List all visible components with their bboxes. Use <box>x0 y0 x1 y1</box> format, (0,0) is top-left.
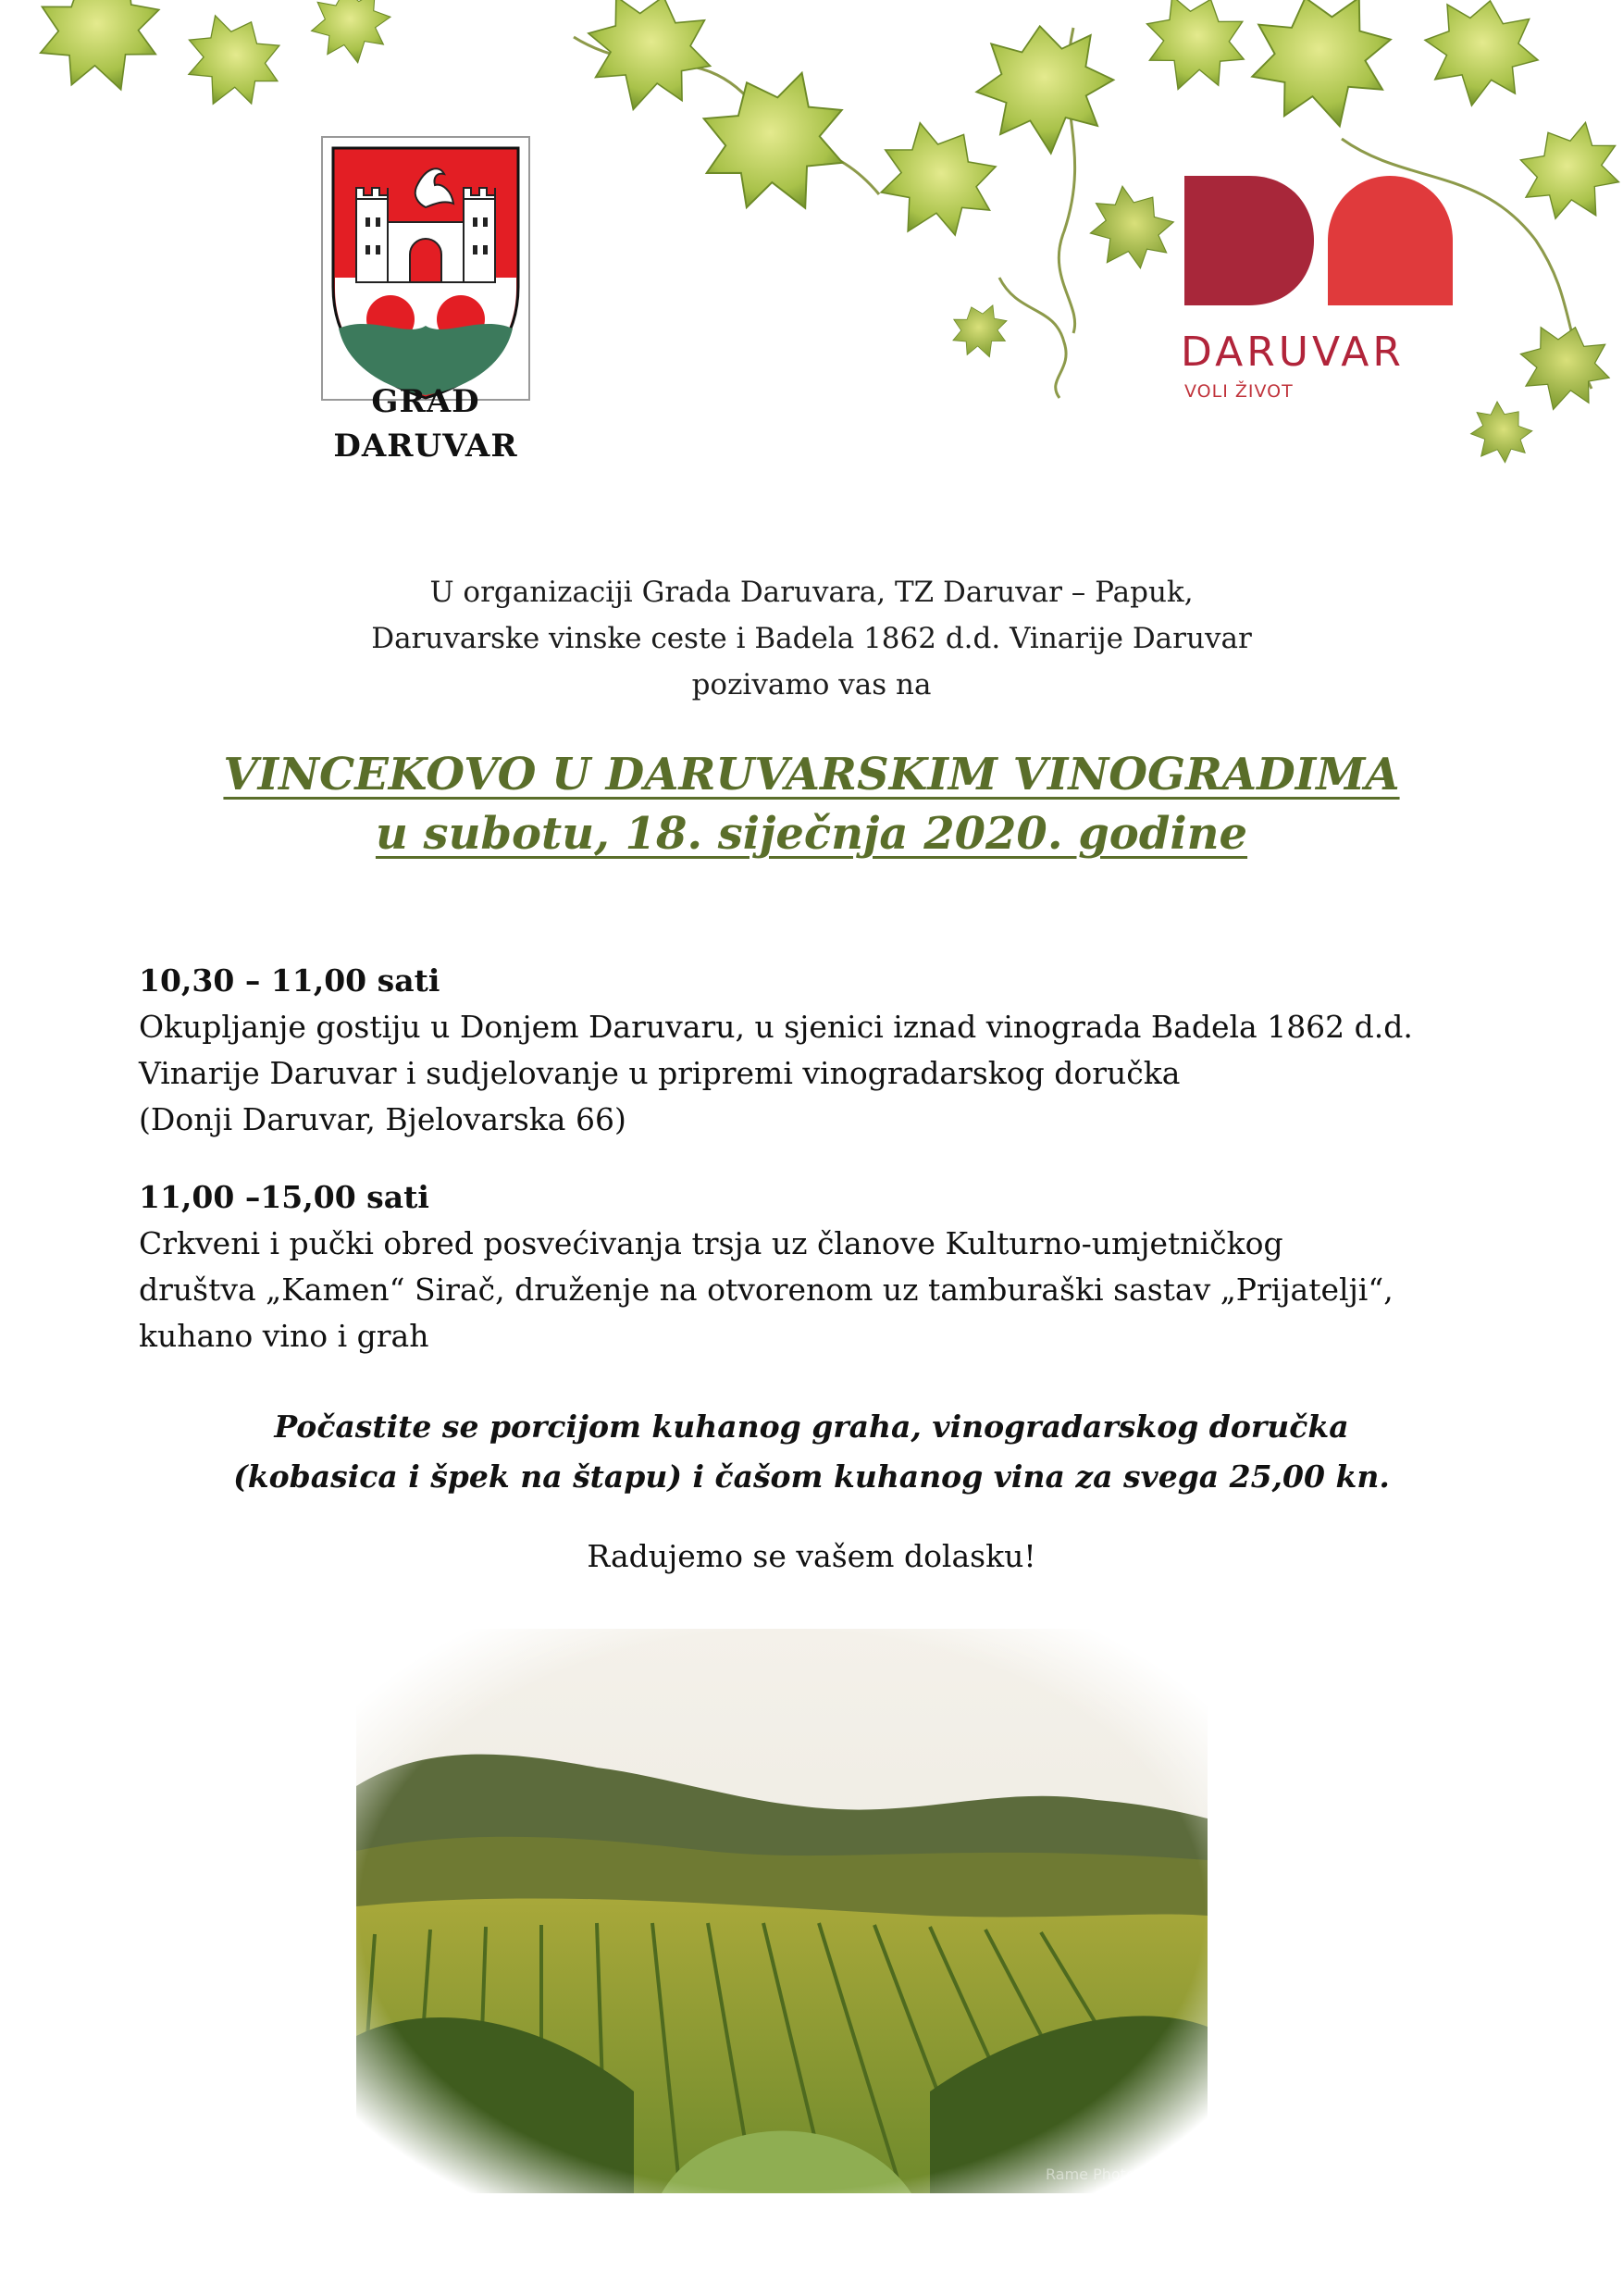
program-time: 10,30 – 11,00 sati <box>139 962 440 999</box>
daruvar-da-logo <box>1184 176 1453 305</box>
program-time: 11,00 –15,00 sati <box>139 1179 429 1215</box>
program-line: (Donji Daruvar, Bjelovarska 66) <box>139 1101 626 1137</box>
program-line: kuhano vino i grah <box>139 1318 429 1354</box>
program-line: Crkveni i pučki obred posvećivanja trsja uz članove Kulturno-umjetničkog <box>139 1225 1283 1261</box>
closing-text: Radujemo se vašem dolasku! <box>587 1538 1036 1574</box>
city-label-line2: DARUVAR <box>333 428 518 465</box>
brand-name: DARUVAR <box>1181 329 1405 376</box>
event-title <box>0 745 1623 863</box>
program-line: Vinarije Daruvar i sudjelovanje u pripremi vinogradarskog doručka <box>139 1055 1181 1091</box>
brand-tagline: VOLI ŽIVOT <box>1184 381 1294 402</box>
city-label-line1: GRAD <box>371 383 480 420</box>
program-line: Okupljanje gostiju u Donjem Daruvaru, u sjenici iznad vinograda Badela 1862 d.d. <box>139 1009 1413 1045</box>
intro-line: pozivamo vas na <box>691 668 932 701</box>
event-date-line: u subotu, 18. siječnja 2020. godine <box>375 808 1248 860</box>
intro-line: U organizaciji Grada Daruvara, TZ Daruvar – Papuk, <box>429 576 1194 609</box>
intro-text <box>0 569 1623 708</box>
program-block <box>139 1174 1508 1359</box>
offer-line: Počastite se porcijom kuhanog graha, vinogradarskog doručka <box>274 1409 1349 1445</box>
offer-line: (kobasica i špek na štapu) i čašom kuhanog vina za svega 25,00 kn. <box>233 1458 1390 1495</box>
intro-line: Daruvarske vinske ceste i Badela 1862 d.d. Vinarije Daruvar <box>371 622 1252 655</box>
program-block <box>139 958 1508 1143</box>
program-line: društva „Kamen“ Sirač, druženje na otvorenom uz tamburaški sastav „Prijatelji“, <box>139 1272 1394 1308</box>
vineyard-photo <box>356 1629 1208 2193</box>
event-title-line1: VINCEKOVO U DARUVARSKIM VINOGRADIMA <box>223 749 1400 800</box>
city-name-label <box>278 379 574 468</box>
daruvar-coat-of-arms <box>315 130 537 407</box>
offer-text <box>0 1402 1623 1502</box>
vineyard-landscape-image <box>356 1629 1208 2193</box>
photo-credit: Rame Photography <box>1046 2166 1188 2183</box>
program-schedule <box>139 958 1508 1359</box>
